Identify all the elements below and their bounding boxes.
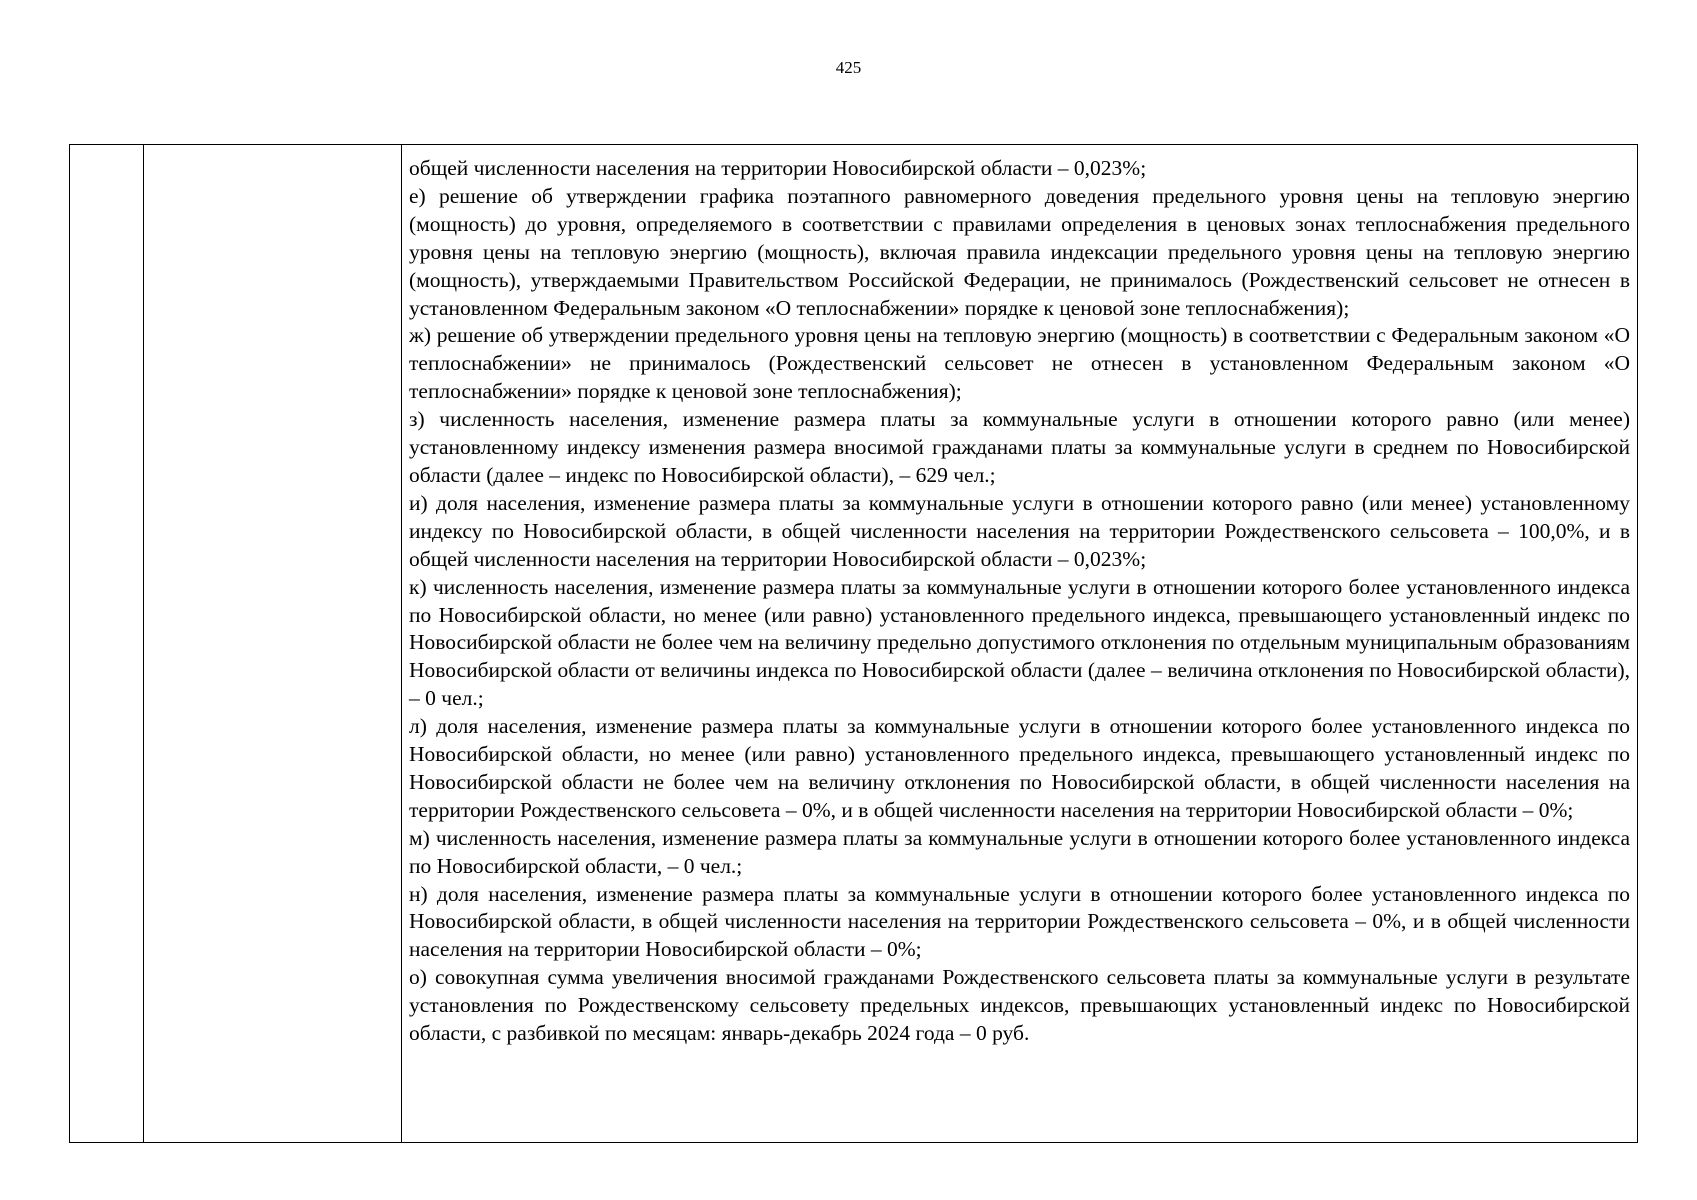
page-number: 425	[835, 58, 862, 77]
paragraph-item-e: е) решение об утверждении графика поэтапного равномерного доведения предельного уровня цены на тепловую энергию (мощность) до уровня, определяемого в соответствии с правилами определения в ценовых зонах теплоснабжения предельного уровня цены на тепловую энергию (мощность), включая правила индексации предельного уровня цены на тепловую энергию (мощность), утверждаемыми Правительством Российской Федерации, не принималось (Рождественский сельсовет не отнесен в установленном Федеральным законом «О теплоснабжении» порядке к ценовой зоне теплоснабжения);	[409, 183, 1630, 320]
paragraph-item-k: к) численность населения, изменение размера платы за коммунальные услуги в отношении которого более установленного индекса по Новосибирской области, но менее (или равно) установленного предельного индекса, превышающего установленный индекс по Новосибирской области не более чем на величину предельно допустимого отклонения по отдельным муниципальным образованиям Новосибирской области от величины индекса по Новосибирской области (далее – величина отклонения по Новосибирской области), – 0 чел.;	[409, 574, 1630, 711]
paragraph-continuation: общей численности населения на территории Новосибирской области – 0,023%;	[409, 156, 1147, 180]
paragraph-item-zh: ж) решение об утверждении предельного уровня цены на тепловую энергию (мощность) в соответствии с Федеральным законом «О теплоснабжении» не принималось (Рождественский сельсовет не отнесен в установленном Федеральным законом «О теплоснабжении» порядке к ценовой зоне теплоснабжения);	[409, 323, 1630, 404]
paragraph-item-l: л) доля населения, изменение размера платы за коммунальные услуги в отношении которого более установленного индекса по Новосибирской области, но менее (или равно) установленного предельного индекса, превышающего установленный индекс по Новосибирской области не более чем на величину отклонения по Новосибирской области, в общей численности населения на территории Рождественского сельсовета – 0%, и в общей численности населения на территории Новосибирской области – 0%;	[409, 714, 1630, 822]
paragraph-item-i: и) доля населения, изменение размера платы за коммунальные услуги в отношении которого равно (или менее) установленному индексу по Новосибирской области, в общей численности населения на территории Рождественского сельсовета – 100,0%, и в общей численности населения на территории Новосибирской области – 0,023%;	[409, 490, 1630, 571]
table-row	[70, 145, 1638, 1143]
document-table	[69, 144, 1638, 1143]
paragraph-item-z: з) численность населения, изменение размера платы за коммунальные услуги в отношении которого равно (или менее) установленному индексу изменения размера вносимой гражданами платы за коммунальные услуги в среднем по Новосибирской области (далее – индекс по Новосибирской области), – 629 чел.;	[409, 407, 1630, 487]
paragraph-item-n: н) доля населения, изменение размера платы за коммунальные услуги в отношении которого более установленного индекса по Новосибирской области, в общей численности населения на территории Рождественского сельсовета – 0%, и в общей численности населения на территории Новосибирской области – 0%;	[409, 881, 1630, 962]
table-cell-name	[144, 145, 402, 1143]
table-cell-text	[402, 145, 1638, 1143]
table-cell-number	[70, 145, 144, 1143]
paragraph-item-m: м) численность населения, изменение размера платы за коммунальные услуги в отношении которого более установленного индекса по Новосибирской области, – 0 чел.;	[409, 825, 1630, 878]
paragraph-item-o: о) совокупная сумма увеличения вносимой гражданами Рождественского сельсовета платы за коммунальные услуги в результате установления по Рождественскому сельсовету предельных индексов, превышающих установленный индекс по Новосибирской области, с разбивкой по месяцам: январь-декабрь 2024 года – 0 руб.	[409, 965, 1630, 1046]
